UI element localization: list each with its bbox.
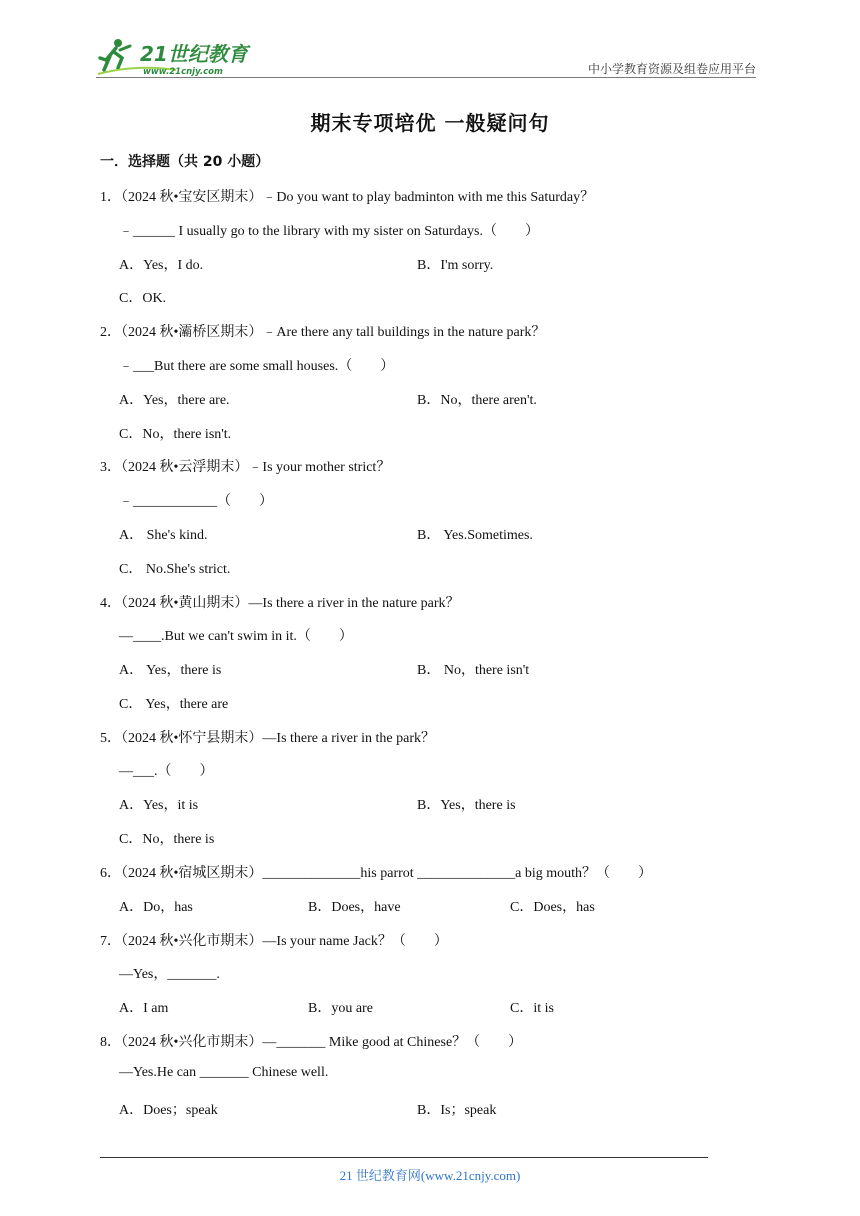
question-stem: 4．（2024 秋•黄山期末）—Is there a river in the nature park？	[100, 596, 460, 611]
page-title: 期末专项培优 一般疑问句	[310, 111, 550, 135]
option-a[interactable]: A．Do，has	[119, 900, 193, 915]
logo-runner-icon	[96, 34, 266, 78]
question-stem: 7．（2024 秋•兴化市期末）—Is your name Jack？（ ）	[100, 934, 448, 949]
option-a[interactable]: A．Yes，it is	[119, 798, 199, 813]
option-b[interactable]: B．Yes，there is	[417, 798, 516, 813]
footer-divider	[100, 1157, 708, 1158]
header-divider	[96, 77, 756, 78]
question-answer-line: —____.But we can't swim in it.（ ）	[119, 629, 353, 644]
question-stem: 6．（2024 秋•宿城区期末）______________his parrot ______________a big mouth？（ ）	[100, 866, 653, 881]
option-c[interactable]: C．No，there is	[119, 832, 215, 847]
option-a[interactable]: A． Yes，there is	[119, 663, 222, 678]
option-b[interactable]: B． Yes.Sometimes.	[417, 528, 533, 543]
option-c[interactable]: C．No，there isn't.	[119, 427, 232, 442]
option-b[interactable]: B．I'm sorry.	[417, 258, 494, 273]
option-b[interactable]: B．Is；speak	[417, 1103, 497, 1118]
question-answer-line: ﹣____________（ ）	[119, 494, 273, 509]
option-a[interactable]: A．I am	[119, 1001, 169, 1016]
option-b[interactable]: B．you are	[308, 1001, 373, 1016]
section-heading: 一．选择题（共 20 小题）	[100, 154, 270, 170]
option-a[interactable]: A．Yes，I do.	[119, 258, 204, 273]
page-header	[96, 34, 756, 78]
question-stem: 1．（2024 秋•宝安区期末）﹣Do you want to play badminton with me this Saturday？	[100, 190, 595, 205]
option-b[interactable]: B． No，there isn't	[417, 663, 530, 678]
logo-main-text: 21世纪教育	[140, 42, 248, 66]
question-stem: 5．（2024 秋•怀宁县期末）—Is there a river in the park？	[100, 731, 436, 746]
option-c[interactable]: C．OK.	[119, 291, 167, 306]
question-stem: 3．（2024 秋•云浮期末）﹣Is your mother strict？	[100, 460, 391, 475]
site-name: 中小学教育资源及组卷应用平台	[587, 62, 756, 76]
option-b[interactable]: B．No，there aren't.	[417, 393, 537, 408]
question-answer-line: —___.（ ）	[119, 764, 214, 779]
question-stem: 2．（2024 秋•灞桥区期末）﹣Are there any tall buildings in the nature park？	[100, 325, 546, 340]
option-a[interactable]: A．Does；speak	[119, 1103, 218, 1118]
question-stem: 8．（2024 秋•兴化市期末）—_______ Mike good at Chinese？（ ）	[100, 1035, 523, 1050]
option-c[interactable]: C． No.She's strict.	[119, 562, 231, 577]
question-answer-line: —Yes.He can _______ Chinese well.	[119, 1065, 329, 1080]
option-a[interactable]: A． She's kind.	[119, 528, 208, 543]
option-b[interactable]: B．Does，have	[308, 900, 401, 915]
question-answer-line: ﹣___But there are some small houses.（ ）	[119, 359, 395, 374]
logo	[96, 34, 266, 78]
question-answer-line: —Yes，_______.	[119, 967, 220, 982]
option-c[interactable]: C． Yes，there are	[119, 697, 229, 712]
option-a[interactable]: A．Yes，there are.	[119, 393, 230, 408]
option-c[interactable]: C．it is	[510, 1001, 554, 1016]
option-c[interactable]: C．Does，has	[510, 900, 595, 915]
page-footer[interactable]: 21 世纪教育网(www.21cnjy.com)	[339, 1168, 521, 1183]
question-answer-line: ﹣______ I usually go to the library with my sister on Saturdays.（ ）	[119, 224, 539, 239]
logo-url-text: www.21cnjy.com	[143, 67, 223, 77]
